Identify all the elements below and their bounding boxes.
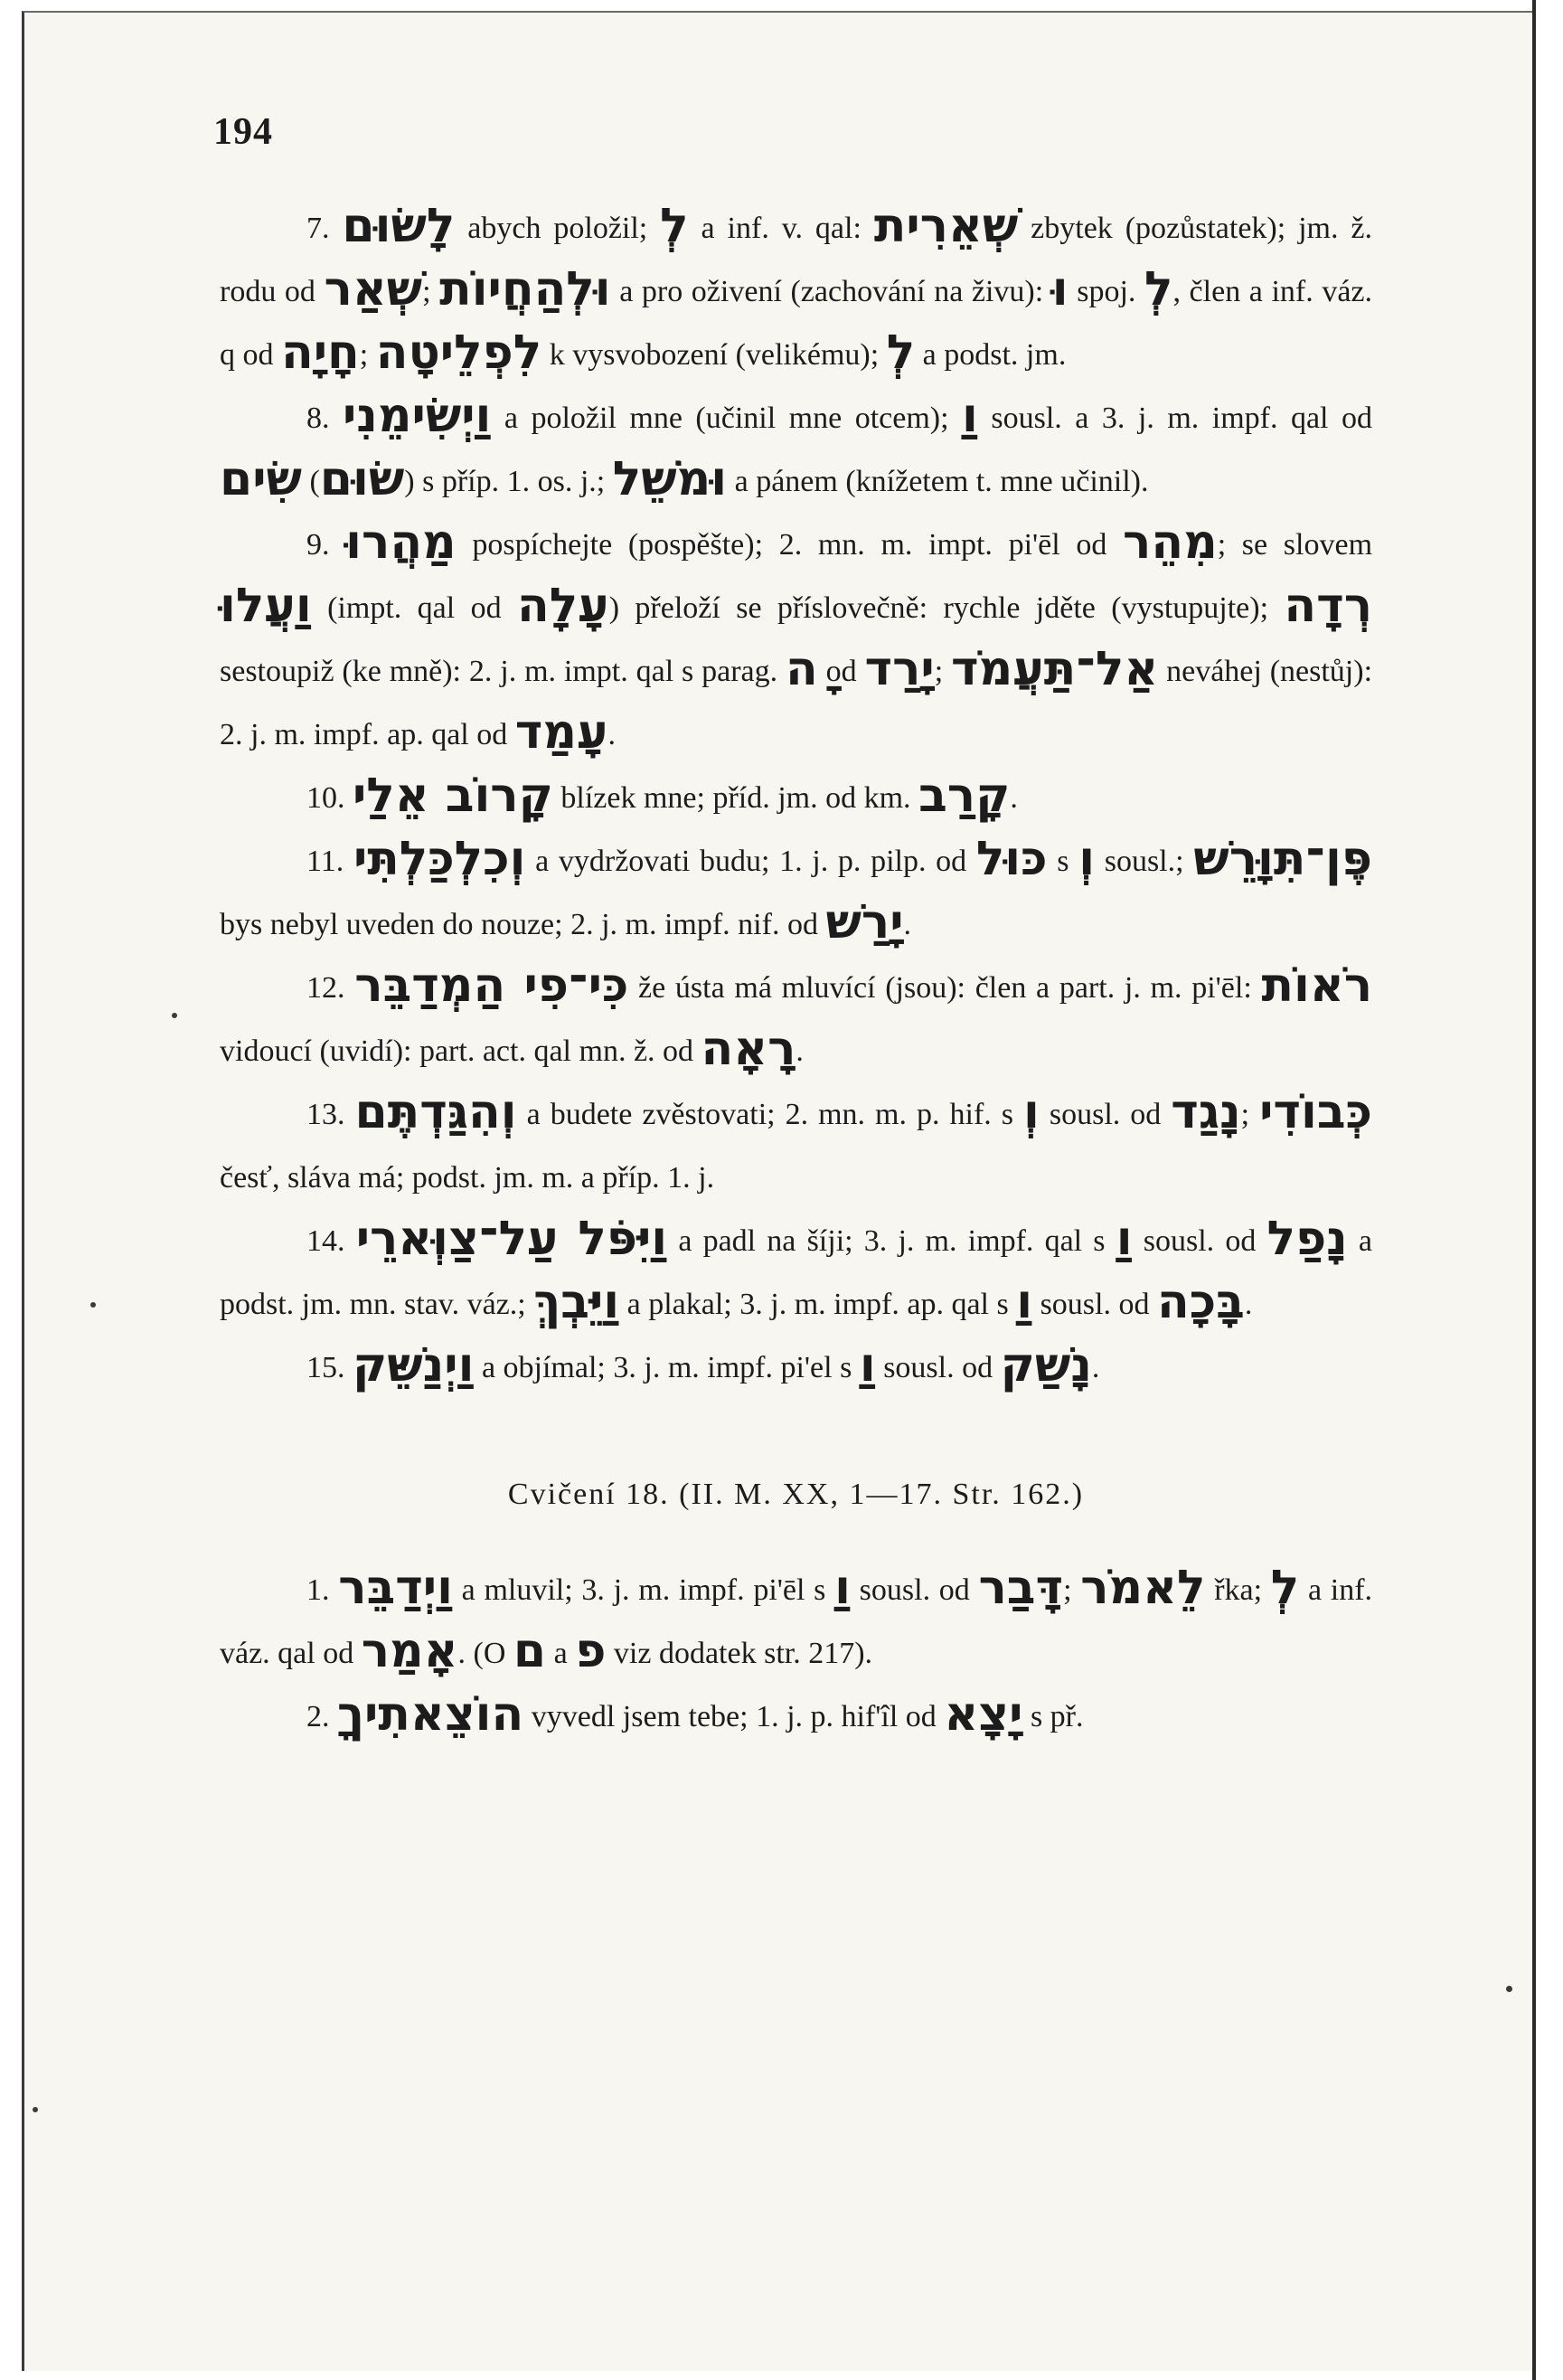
hebrew-word: נָשַׁק xyxy=(1000,1338,1092,1393)
entry-1 xyxy=(220,1559,1372,1686)
margin-speck xyxy=(1506,1986,1512,1992)
gloss-text: sousl. od xyxy=(1039,1098,1172,1131)
gloss-text: a plakal; 3. j. m. impf. ap. qal s xyxy=(619,1288,1017,1321)
gloss-text: . xyxy=(1244,1288,1253,1321)
entry-11 xyxy=(220,830,1372,957)
vocabulary-entries xyxy=(220,197,1372,1400)
gloss-text: . xyxy=(1010,781,1018,815)
hebrew-word: וַ xyxy=(1016,1275,1033,1329)
hebrew-word: וַיֵּבְךְּ xyxy=(533,1275,620,1329)
entry-13 xyxy=(220,1083,1372,1210)
margin-speck xyxy=(33,2107,38,2112)
entry-number: 11. xyxy=(306,845,344,878)
hebrew-word: וּלְהַחֲיוֹת xyxy=(439,262,611,316)
gloss-text: a inf. váz. qal od xyxy=(220,1573,1373,1670)
gloss-text: ; xyxy=(934,655,952,688)
hebrew-word: עָמַד xyxy=(514,705,608,760)
hebrew-word: לֵאמֹר xyxy=(1080,1561,1206,1615)
gloss-text: . xyxy=(903,908,912,941)
hebrew-word: יָרַד xyxy=(864,642,935,696)
hebrew-word: נָפַל xyxy=(1266,1212,1348,1266)
gloss-text: ; se slovem xyxy=(1217,528,1373,562)
hebrew-word: לְ xyxy=(660,199,689,253)
gloss-text: ; xyxy=(1063,1573,1081,1607)
hebrew-word: לָשׂוּם xyxy=(342,199,456,253)
gloss-text: sousl. od xyxy=(850,1573,979,1607)
gloss-text: blízek mne; příd. jm. od km. xyxy=(552,781,919,815)
gloss-text: a xyxy=(546,1637,576,1670)
hebrew-word: וַעֲלוּ xyxy=(220,579,312,633)
hebrew-word: ָה xyxy=(786,642,818,696)
entry-12 xyxy=(220,957,1372,1083)
entry-7 xyxy=(220,197,1372,387)
gloss-text: sestoupiž (ke mně): 2. j. m. impt. qal s parag. xyxy=(220,655,786,688)
hebrew-word: וַ xyxy=(834,1561,851,1615)
gloss-text: zbytek (pozůstatek); jm. ž. rodu od xyxy=(220,212,1373,308)
hebrew-word: לְ xyxy=(886,326,916,380)
entry-number: 12. xyxy=(306,971,345,1005)
entry-number: 2. xyxy=(306,1700,330,1733)
gloss-text: bys nebyl uveden do nouze; 2. j. m. impf. nif. od xyxy=(220,908,826,941)
gloss-text: sousl. od xyxy=(1132,1224,1267,1258)
gloss-text: neváhej (nestůj): 2. j. m. impf. ap. qal od xyxy=(220,655,1373,751)
gloss-text: a položil mne (učinil mne otcem); xyxy=(491,401,963,435)
gloss-text: a objímal; 3. j. m. impf. pi'el s xyxy=(474,1351,860,1384)
exercise-entries xyxy=(220,1559,1372,1749)
hebrew-word: וּ xyxy=(1051,262,1069,316)
hebrew-word: כְּבוֹדִי xyxy=(1259,1085,1372,1139)
hebrew-word: נָגַד xyxy=(1171,1085,1241,1139)
entry-9 xyxy=(220,514,1372,767)
gloss-text: abych položil; xyxy=(455,212,661,245)
hebrew-word: וַ xyxy=(962,389,978,443)
hebrew-word: וַ xyxy=(859,1338,876,1393)
hebrew-word: ם xyxy=(513,1624,547,1678)
hebrew-word: מִהֵר xyxy=(1123,515,1218,570)
hebrew-word: שְׁאֵרִית xyxy=(873,199,1019,253)
gloss-text: česť, sláva má; podst. jm. m. a příp. 1. j. xyxy=(220,1161,715,1195)
hebrew-word: רָאָה xyxy=(701,1022,796,1076)
entry-number: 10. xyxy=(306,781,345,815)
hebrew-word: יָצָא xyxy=(944,1687,1023,1742)
gloss-text: ; xyxy=(1240,1098,1260,1131)
gloss-text: (impt. qal od xyxy=(311,591,517,625)
hebrew-word: יָרַשׁ xyxy=(825,895,904,949)
gloss-text: a pánem (knížetem t. mne učinil). xyxy=(727,465,1149,498)
entry-number: 8. xyxy=(306,401,330,435)
gloss-text: sousl. od xyxy=(1032,1288,1157,1321)
gloss-text: a pro oživení (zachování na živu): xyxy=(610,275,1052,308)
hebrew-word: מַהֲרוּ xyxy=(345,515,457,570)
gloss-text: a mluvil; 3. j. m. impf. pi'ēl s xyxy=(452,1573,835,1607)
hebrew-word: וּמֹשֵׁל xyxy=(612,452,728,506)
hebrew-word: חָיָה xyxy=(281,326,360,380)
hebrew-word: קָרוֹב אֵלַי xyxy=(353,769,553,823)
gloss-text: řka; xyxy=(1205,1573,1271,1607)
gloss-text: sousl.; xyxy=(1095,845,1194,878)
exercise-heading: Cvičení 18. (II. M. XX, 1—17. Str. 162.) xyxy=(507,1478,1085,1511)
hebrew-word: דָּבַר xyxy=(978,1561,1064,1615)
gloss-text: ) s příp. 1. os. j.; xyxy=(404,465,613,498)
page-number: 194 xyxy=(213,111,273,153)
hebrew-word: שְׁאַר xyxy=(324,262,423,316)
gloss-text: . xyxy=(796,1034,804,1068)
gloss-text: ( xyxy=(301,465,320,498)
hebrew-word: וְ xyxy=(1023,1085,1040,1139)
gloss-text: od xyxy=(817,655,865,688)
gloss-text: a vydržovati budu; 1. j. p. pilp. od xyxy=(525,845,976,878)
hebrew-word: רְדָה xyxy=(1284,579,1373,633)
hebrew-word: אַל־תַּעֲמֹד xyxy=(951,642,1159,696)
gloss-text: spoj. xyxy=(1068,275,1144,308)
hebrew-word: פ xyxy=(575,1624,607,1678)
hebrew-word: פֶּן־תִּוָּרֵשׁ xyxy=(1193,832,1373,886)
hebrew-word: וְהִגַּדְתֶּם xyxy=(354,1085,517,1139)
entry-8 xyxy=(220,387,1372,514)
margin-speck xyxy=(172,1013,177,1018)
gloss-text: a podst. jm. mn. stav. váz.; xyxy=(220,1224,1372,1321)
gloss-text: . xyxy=(1091,1351,1100,1384)
hebrew-word: לִפְלֵיטָה xyxy=(375,326,542,380)
gloss-text: s xyxy=(1047,845,1079,878)
gloss-text: vyvedl jsem tebe; 1. j. p. hif'îl od xyxy=(523,1700,945,1733)
gloss-text: a inf. v. qal: xyxy=(688,212,874,245)
hebrew-word: אָמַר xyxy=(361,1624,458,1678)
hebrew-word: וְכִלְכַּלְתִּי xyxy=(353,832,526,886)
page-edge xyxy=(1532,0,1563,2380)
gloss-text: a podst. jm. xyxy=(915,338,1067,372)
entry-10 xyxy=(220,767,1372,830)
gloss-text: ; xyxy=(422,275,440,308)
gloss-text: a budete zvěstovati; 2. mn. m. p. hif. s xyxy=(516,1098,1023,1131)
hebrew-word: וַיְדַבֵּר xyxy=(338,1561,453,1615)
hebrew-word: כּוּל xyxy=(975,832,1048,886)
hebrew-word: וַיִּפֹּל עַל־צַוְּארֵי xyxy=(355,1212,668,1266)
hebrew-word: וַיְשִׂימֵנִי xyxy=(343,389,492,443)
entry-number: 1. xyxy=(306,1573,330,1607)
gloss-text: k vysvobození (velikému); xyxy=(541,338,887,372)
gloss-text: viz dodatek str. 217). xyxy=(606,1637,873,1670)
hebrew-word: לְ xyxy=(1270,1561,1300,1615)
entry-15 xyxy=(220,1336,1372,1400)
entry-14 xyxy=(220,1210,1372,1336)
margin-speck xyxy=(90,1302,96,1308)
hebrew-word: הוֹצֵאתִיךָ xyxy=(337,1687,524,1742)
hebrew-word: שִׂים xyxy=(220,452,302,506)
entry-number: 13. xyxy=(306,1098,345,1131)
hebrew-word: עָלָה xyxy=(516,579,609,633)
entry-number: 7. xyxy=(306,212,330,245)
hebrew-word: וַיְנַשֵּׁק xyxy=(353,1338,475,1393)
entry-number: 15. xyxy=(306,1351,345,1384)
hebrew-word: וַ xyxy=(1116,1212,1133,1266)
gloss-text: , člen a inf. váz. q od xyxy=(220,275,1373,372)
page-body xyxy=(220,197,1372,1749)
gloss-text: s př. xyxy=(1022,1700,1084,1733)
gloss-text: sousl. od xyxy=(875,1351,1001,1384)
hebrew-word: לְ xyxy=(1144,262,1173,316)
hebrew-word: בָּכָה xyxy=(1157,1275,1245,1329)
hebrew-word: וְ xyxy=(1078,832,1096,886)
gloss-text: ) přeloží se příslovečně: rychle jděte (vystupujte); xyxy=(608,591,1285,625)
hebrew-word: שׂוּם xyxy=(319,452,405,506)
gloss-text: sousl. a 3. j. m. impf. qal od xyxy=(977,401,1372,435)
hebrew-word: קָרַב xyxy=(918,769,1011,823)
gloss-text: a padl na šíji; 3. j. m. impf. qal s xyxy=(667,1224,1116,1258)
gloss-text: . (O xyxy=(457,1637,513,1670)
gloss-text: pospíchejte (pospěšte); 2. mn. m. impt. pi'ēl od xyxy=(456,528,1124,562)
gloss-text: . xyxy=(607,718,617,751)
hebrew-word: כִּי־פִי הַמְדַבֵּר xyxy=(354,959,629,1013)
entry-number: 14. xyxy=(306,1224,345,1258)
gloss-text: že ústa má mluvící (jsou): člen a part. j. m. pi'ēl: xyxy=(628,971,1262,1005)
entry-2 xyxy=(220,1686,1372,1749)
gloss-text: vidoucí (uvidí): part. act. qal mn. ž. od xyxy=(220,1034,701,1068)
entry-number: 9. xyxy=(306,528,330,562)
gloss-text: ; xyxy=(359,338,376,372)
hebrew-word: רֹאוֹת xyxy=(1261,959,1373,1013)
